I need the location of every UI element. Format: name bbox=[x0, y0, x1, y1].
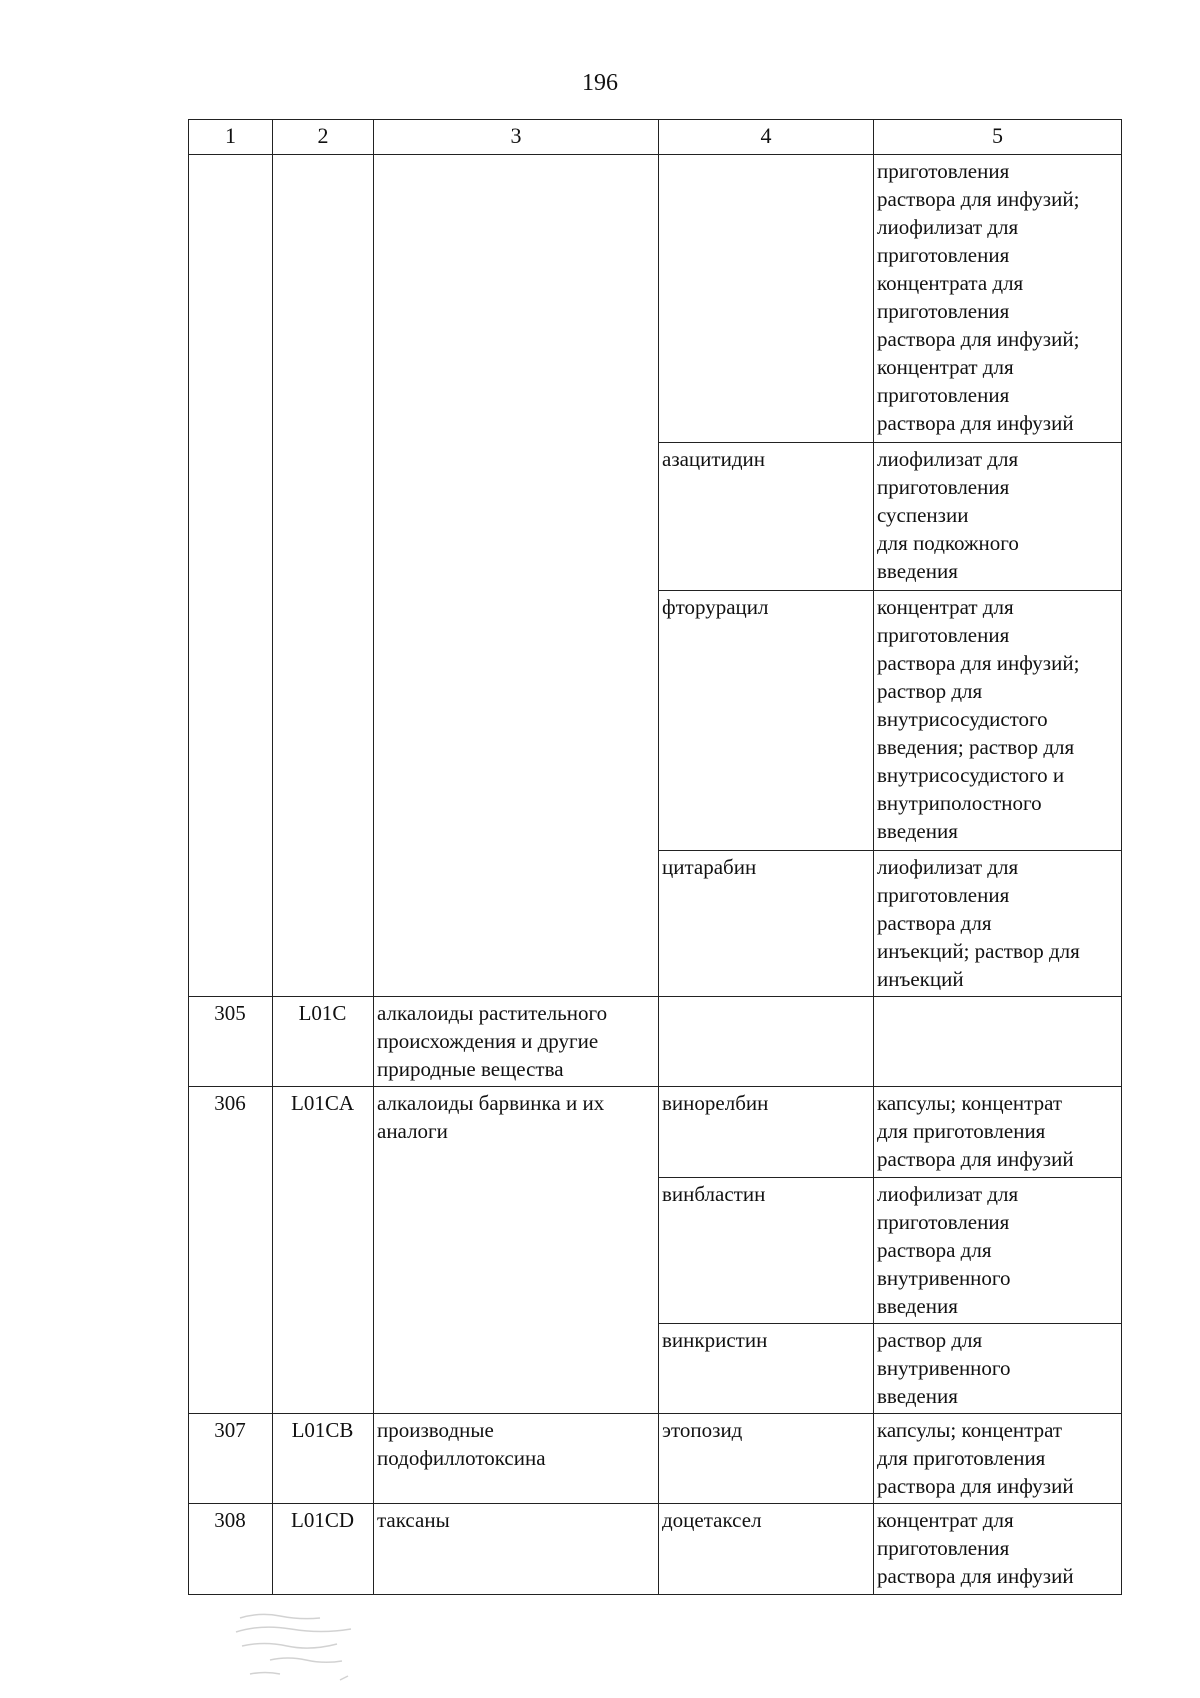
group-cell: алкалоиды растительного происхождения и другие природные вещества bbox=[374, 997, 659, 1087]
table-row bbox=[189, 1087, 1122, 1178]
form-cell: приготовления раствора для инфузий; лиофилизат для приготовления концентрата для приготовления раствора для инфузий; концентрат для приготовления раствора для инфузий bbox=[874, 155, 1122, 443]
form-cell: капсулы; концентрат для приготовления раствора для инфузий bbox=[874, 1414, 1122, 1504]
drug-cell bbox=[659, 997, 874, 1087]
form-cell: лиофилизат для приготовления суспензии для подкожного введения bbox=[874, 443, 1122, 591]
drug-cell: винорелбин bbox=[659, 1087, 874, 1178]
group-cell bbox=[374, 155, 659, 997]
code-cell: L01C bbox=[273, 997, 374, 1087]
medication-table bbox=[188, 119, 1122, 1595]
form-cell: капсулы; концентрат для приготовления раствора для инфузий bbox=[874, 1087, 1122, 1178]
drug-cell: доцетаксел bbox=[659, 1504, 874, 1595]
code-cell: L01CA bbox=[273, 1087, 374, 1414]
code-cell: L01CD bbox=[273, 1504, 374, 1595]
form-cell: концентрат для приготовления раствора для инфузий; раствор для внутрисосудистого введения; раствор для внутрисосудистого и внутриполостного введения bbox=[874, 591, 1122, 851]
drug-cell: этопозид bbox=[659, 1414, 874, 1504]
group-cell: алкалоиды барвинка и их аналоги bbox=[374, 1087, 659, 1414]
table-row bbox=[189, 997, 1122, 1087]
group-cell: производные подофиллотоксина bbox=[374, 1414, 659, 1504]
header-row bbox=[189, 120, 1122, 155]
number-cell: 307 bbox=[189, 1414, 273, 1504]
faint-stamp-mark bbox=[230, 1600, 400, 1690]
form-cell: концентрат для приготовления раствора для инфузий bbox=[874, 1504, 1122, 1595]
form-cell: лиофилизат для приготовления раствора для инъекций; раствор для инъекций bbox=[874, 851, 1122, 997]
form-cell bbox=[874, 997, 1122, 1087]
column-header-4: 4 bbox=[659, 120, 874, 155]
number-cell bbox=[189, 155, 273, 997]
column-header-5: 5 bbox=[874, 120, 1122, 155]
drug-cell: фторурацил bbox=[659, 591, 874, 851]
form-cell: лиофилизат для приготовления раствора для внутривенного введения bbox=[874, 1178, 1122, 1324]
number-cell: 306 bbox=[189, 1087, 273, 1414]
table-row bbox=[189, 155, 1122, 443]
drug-cell: цитарабин bbox=[659, 851, 874, 997]
drug-cell: винкристин bbox=[659, 1324, 874, 1414]
code-cell: L01CB bbox=[273, 1414, 374, 1504]
code-cell bbox=[273, 155, 374, 997]
form-cell: раствор для внутривенного введения bbox=[874, 1324, 1122, 1414]
number-cell: 305 bbox=[189, 997, 273, 1087]
table-row bbox=[189, 1414, 1122, 1504]
column-header-2: 2 bbox=[273, 120, 374, 155]
drug-cell bbox=[659, 155, 874, 443]
drug-cell: винбластин bbox=[659, 1178, 874, 1324]
number-cell: 308 bbox=[189, 1504, 273, 1595]
table-row bbox=[189, 1504, 1122, 1595]
drug-cell: азацитидин bbox=[659, 443, 874, 591]
group-cell: таксаны bbox=[374, 1504, 659, 1595]
page-number: 196 bbox=[582, 70, 618, 96]
column-header-3: 3 bbox=[374, 120, 659, 155]
column-header-1: 1 bbox=[189, 120, 273, 155]
